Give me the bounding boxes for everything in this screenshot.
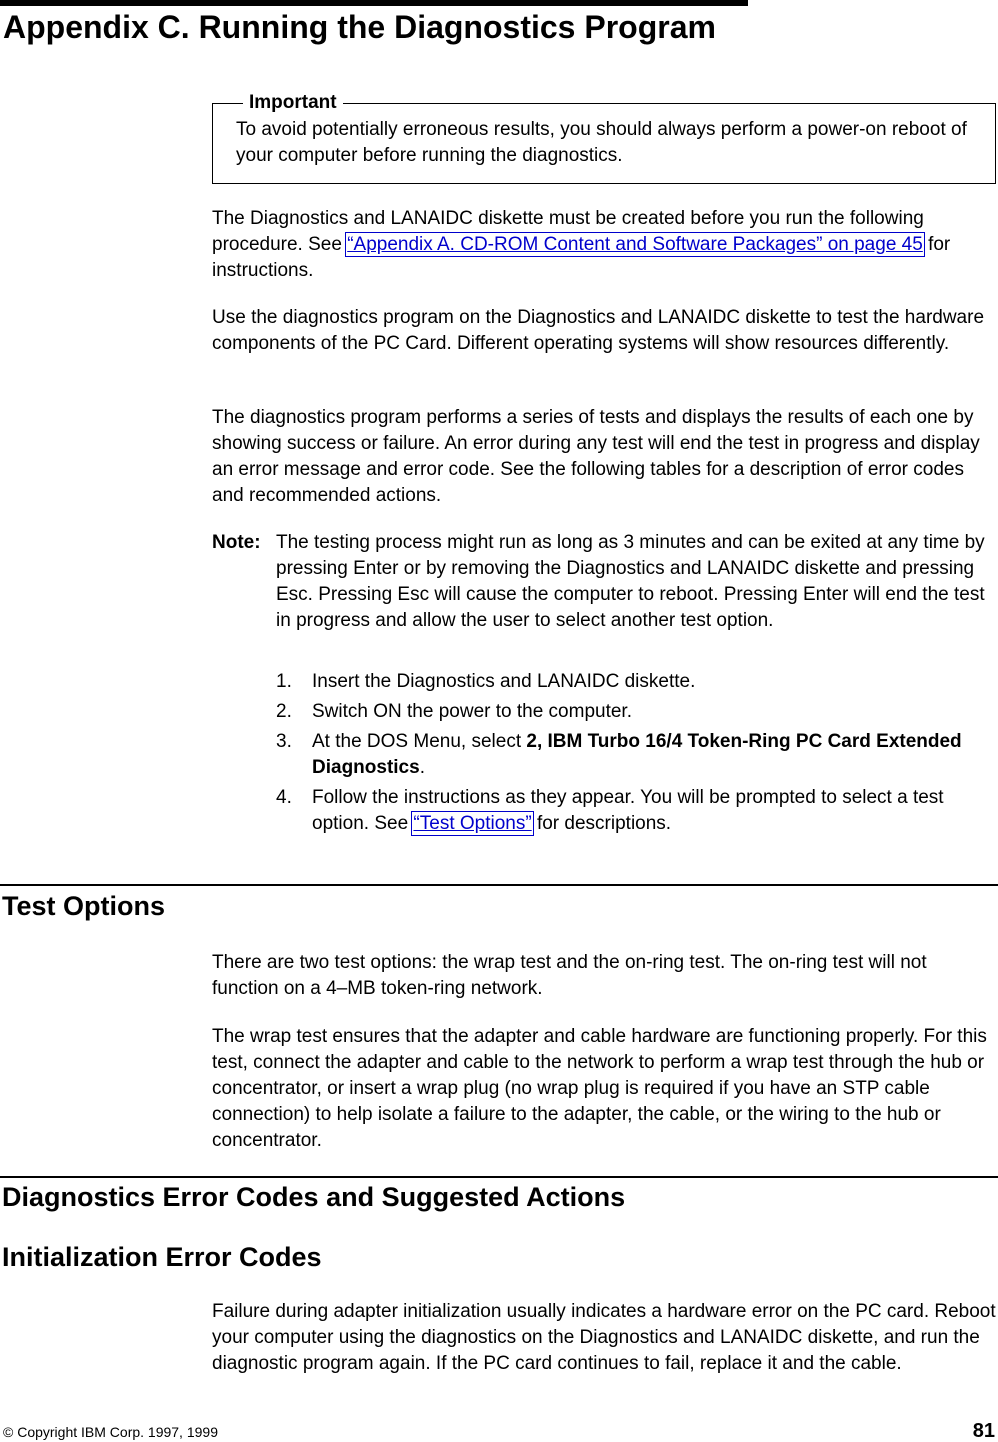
section-title-test-options: Test Options <box>2 891 166 921</box>
appendix-a-link[interactable]: “Appendix A. CD-ROM Content and Software Packages” on page 45 <box>347 234 923 255</box>
test-options-link[interactable]: “Test Options” <box>413 813 532 834</box>
test-options-paragraph-2: The wrap test ensures that the adapter and cable hardware are functioning properly. For this test, connect the adapter and cable to the network to perform a wrap test through the hub or concentrator, or insert a wrap plug (no wrap plug is required if you have an STP cable connection) to help isolate a failure to the adapter, the cable, or the wiring to the hub or concentrator. <box>212 1026 987 1151</box>
step-text <box>312 785 998 837</box>
step-number: 3. <box>276 731 292 752</box>
step-number: 1. <box>276 671 292 692</box>
note-text: The testing process might run as long as 3 minutes and can be exited at any time by pressing Enter or by removing the Diagnostics and LANAIDC diskette and pressing Esc. Pressing Esc will cause the computer to reboot. Pressing Enter will end the test in progress and allow the user to select another test option. <box>276 532 985 631</box>
intro-paragraph-2: Use the diagnostics program on the Diagnostics and LANAIDC diskette to test the hardware components of the PC Card. Different operating systems will show resources differently. <box>212 307 985 354</box>
step-3-tail: . <box>419 757 425 778</box>
important-callout <box>212 92 996 184</box>
test-options-paragraph-1: There are two test options: the wrap test and the on-ring test. The on-ring test will not function on a 4–MB token-ring network. <box>212 952 927 999</box>
section-title-init-error-codes: Initialization Error Codes <box>2 1242 322 1272</box>
init-errors-paragraph: Failure during adapter initialization usually indicates a hardware error on the PC card. Reboot your computer using the diagnostics on the Diagnostics and LANAIDC diskette, and run the diagnostic program again. If the PC card continues to fail, replace it and the cable. <box>212 1301 996 1374</box>
step-text: Insert the Diagnostics and LANAIDC diskette. <box>312 671 696 692</box>
step-number: 4. <box>276 787 292 808</box>
page-number: 81 <box>972 1420 995 1442</box>
step-text <box>312 729 998 781</box>
step-text: Switch ON the power to the computer. <box>312 701 632 722</box>
step-4-tail: for descriptions. <box>531 813 672 834</box>
step-4-text: Follow the instructions as they appear. You will be prompted to select a test option. See <box>312 787 944 834</box>
intro-paragraph-1-text: The Diagnostics and LANAIDC diskette must be created before you run the following procedure. See <box>212 208 924 255</box>
section-title-error-codes: Diagnostics Error Codes and Suggested Actions <box>2 1182 626 1212</box>
step-number: 2. <box>276 701 292 722</box>
section-rule <box>0 1176 998 1178</box>
dos-menu-option: 2, IBM Turbo 16/4 Token-Ring PC Card Extended Diagnostics <box>312 731 962 778</box>
intro-paragraph-3: The diagnostics program performs a series of tests and displays the results of each one by showing success or failure. An error during any test will end the test in progress and display an error message and error code. See the following tables for a description of error codes and recommended actions. <box>212 407 980 506</box>
important-label: Important <box>243 92 343 114</box>
footer-copyright: © Copyright IBM Corp. 1997, 1999 <box>3 1424 218 1440</box>
important-text: To avoid potentially erroneous results, you should always perform a power-on reboot of your computer before running the diagnostics. <box>236 119 967 166</box>
chapter-title: Appendix C. Running the Diagnostics Program <box>3 9 716 45</box>
intro-paragraph-1-tail: for instructions. <box>212 234 951 281</box>
intro-paragraph-1 <box>212 206 998 284</box>
note-label: Note: <box>212 532 261 553</box>
section-rule <box>0 884 998 886</box>
step-3-text: At the DOS Menu, select <box>312 731 527 752</box>
